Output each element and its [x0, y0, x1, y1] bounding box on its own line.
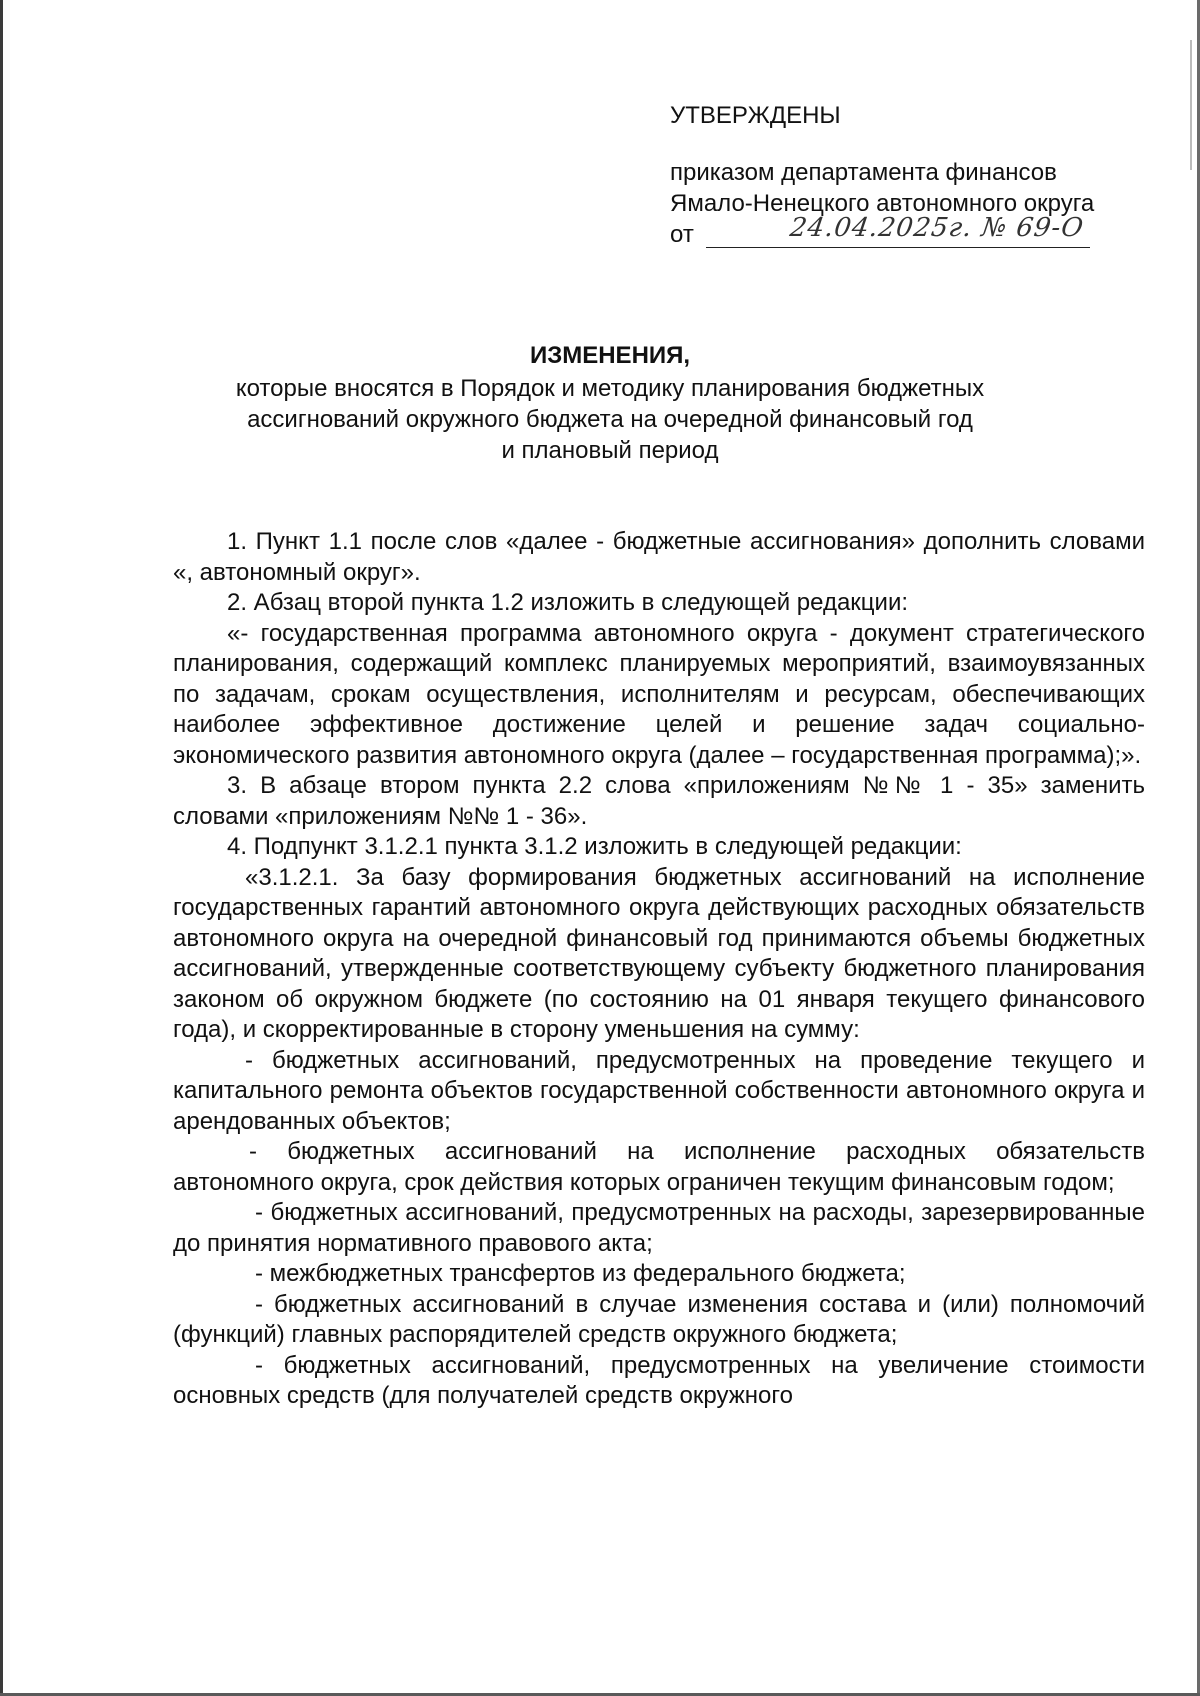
approval-date-row: [670, 213, 1130, 253]
heading-title: ИЗМЕНЕНИЯ,: [529, 342, 691, 369]
paragraph: 2. Абзац второй пункта 1.2 изложить в следующей редакции:: [227, 589, 909, 616]
paragraph: 3. В абзаце втором пункта 2.2 слова «приложениям №№ 1 - 35» заменить словами «приложениям №№ 1 - 36».: [173, 772, 1145, 830]
scan-artifact: [1190, 40, 1192, 170]
paragraph: «- государственная программа автономного округа - документ стратегического планирования, содержащий комплекс планируемых мероприятий, взаимоувязанных по задачам, срокам осуществления, исполнителям и ресурсам, обеспечивающих наиболее эффективное достижение целей и решение задач социально-экономического развития автономного округа (далее – государственная программа);».: [173, 619, 1145, 769]
approval-text: приказом департамента финансов Ямало-Ненецкого автономного округа: [670, 159, 1095, 217]
paragraph: 4. Подпункт 3.1.2.1 пункта 3.1.2 изложить в следующей редакции:: [227, 833, 962, 860]
paragraph: 1. Пункт 1.1 после слов «далее - бюджетные ассигнования» дополнить словами «, автономный округ».: [173, 528, 1145, 586]
list-item: - бюджетных ассигнований, предусмотренных на проведение текущего и капитального ремонта объектов государственной собственности автономного округа и арендованных объектов;: [173, 1046, 1145, 1135]
document-body: [173, 527, 1145, 1412]
list-item: - межбюджетных трансфертов из федерального бюджета;: [255, 1260, 906, 1287]
signature-line: [706, 247, 1090, 248]
paragraph: «3.1.2.1. За базу формирования бюджетных ассигнований на исполнение государственных гарантий автономного округа действующих расходных обязательств автономного округа на очередной финансовый год принимаются объемы бюджетных ассигнований, утвержденные соответствующему субъекту бюджетного планирования законом об окружном бюджете (по состоянию на 01 января текущего финансового года), и скорректированные в сторону уменьшения на сумму:: [173, 863, 1145, 1043]
heading-subtitle-line-2: ассигнований окружного бюджета на очередной финансовый год: [247, 406, 973, 433]
handwritten-date-number: 24.04.2025г. № 69-О: [787, 213, 1086, 243]
list-item: - бюджетных ассигнований, предусмотренных на увеличение стоимости основных средств (для получателей средств окружного: [173, 1351, 1145, 1409]
list-item: - бюджетных ассигнований в случае изменения состава и (или) полномочий (функций) главных распорядителей средств окружного бюджета;: [173, 1290, 1145, 1348]
approval-block: [670, 100, 1130, 253]
document-heading: [150, 340, 1070, 466]
approval-title: УТВЕРЖДЕНЫ: [670, 102, 841, 129]
scan-edge-left: [0, 0, 3, 1696]
list-item: - бюджетных ассигнований, предусмотренных на расходы, зарезервированные до принятия нормативного правового акта;: [173, 1199, 1145, 1257]
heading-subtitle-line-3: и плановый период: [501, 437, 719, 464]
heading-subtitle-line-1: которые вносятся в Порядок и методику планирования бюджетных: [235, 375, 985, 402]
list-item: - бюджетных ассигнований на исполнение расходных обязательств автономного округа, срок действия которых ограничен текущим финансовым годом;: [173, 1138, 1145, 1196]
approval-date-prefix: от: [670, 221, 694, 248]
